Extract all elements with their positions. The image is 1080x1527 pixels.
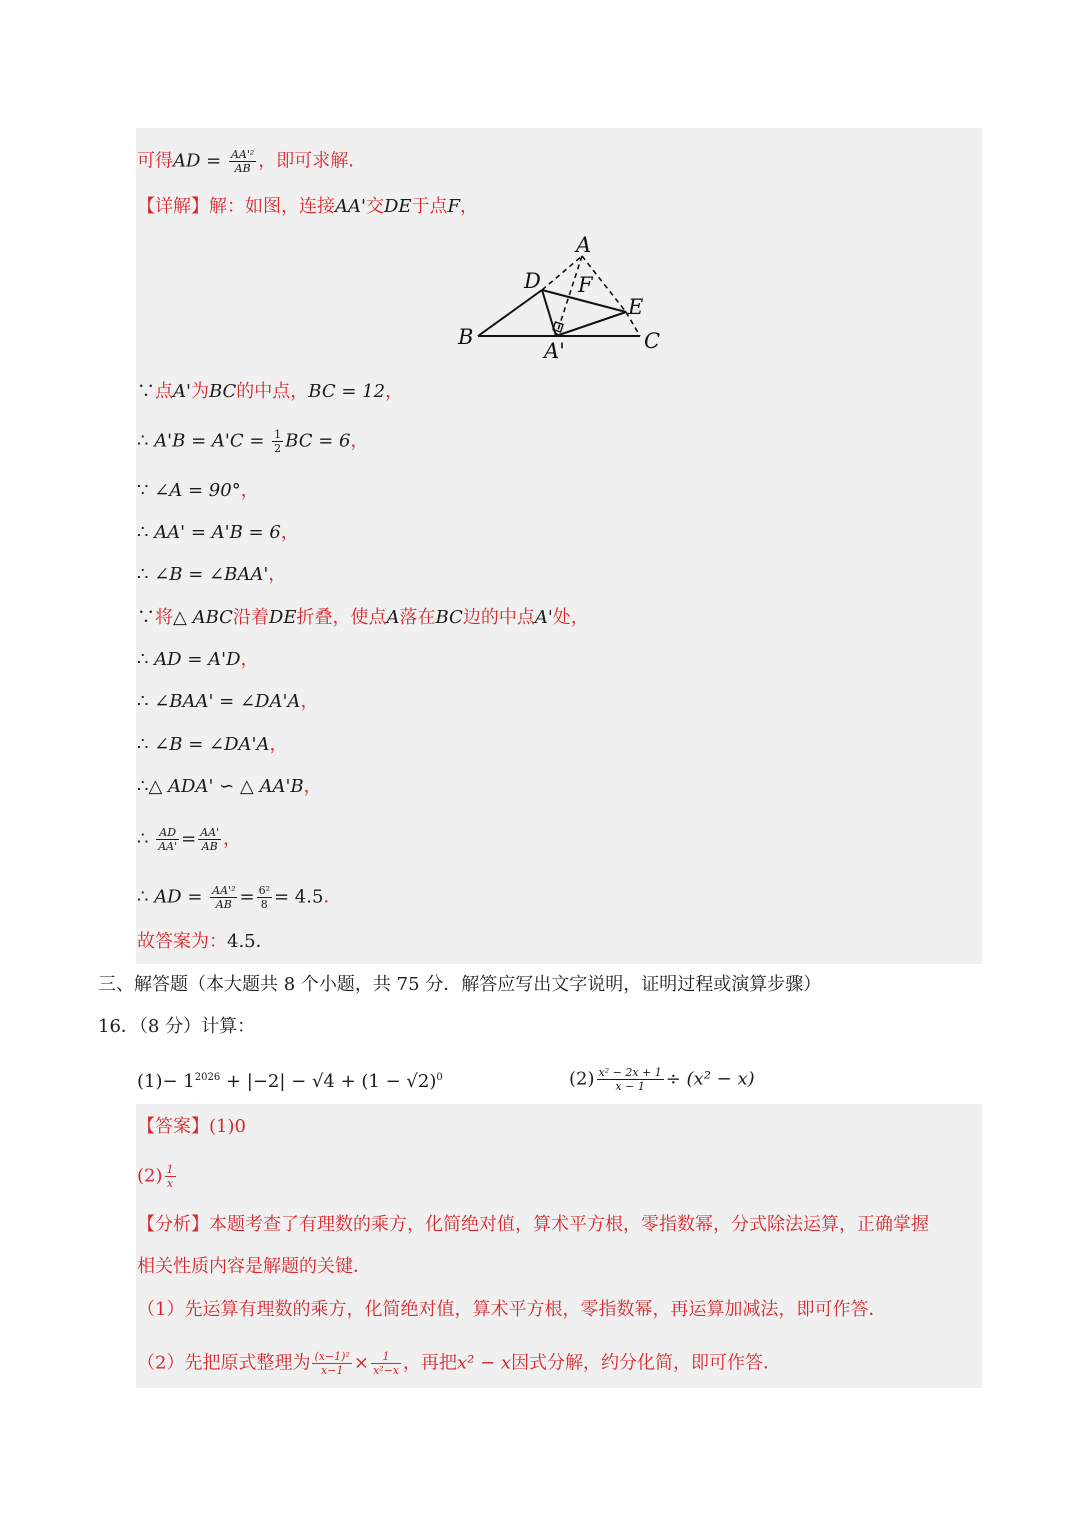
label-E: E (628, 295, 644, 319)
question-part-1: $(1)- 1^{2026} + |-2| - √4 + (1 - √2)^0$ (137, 1071, 443, 1092)
answer-line-2: (2) $\frac{1}{x}$ (137, 1163, 174, 1190)
label-B: B (458, 325, 474, 349)
question-part-2: (2) $\frac{\text{x² − 2x + 1}}{x - 1}$ ÷ (x² − x) (569, 1066, 755, 1093)
label-A: A (576, 233, 592, 257)
detail-line: 【详解】解：如图，连接AA'交DE于点F， (137, 196, 479, 217)
analysis-line-1: 【分析】本题考查了有理数的乘方，化简绝对值，算术平方根，零指数幂，分式除法运算，正确掌握 (137, 1214, 929, 1235)
analysis-line-2: 相关性质内容是解题的关键． (137, 1256, 371, 1277)
step-9: ∴△ ADA' ∽ △ AA'B， (137, 776, 322, 797)
segment-BA (478, 290, 542, 336)
right-angle-mark (553, 322, 563, 332)
question-number: 16．（8 分）计算： (98, 1016, 256, 1037)
step-7: ∴ ∠BAA' = ∠DA'A， (137, 691, 319, 712)
answer-panel (136, 1104, 982, 1388)
segment-DA-prime (542, 290, 556, 336)
step-2: ∵ ∠A = 90°， (137, 480, 259, 501)
step-5: ∵将△ ABC沿着DE折叠，使点A落在BC边的中点A'处， (137, 607, 589, 628)
segment-A-prime-E (556, 312, 626, 336)
step-0: ∵点A'为BC的中点，BC = 12， (137, 381, 404, 402)
label-A-prime: A' (544, 339, 565, 360)
step-11: ∴ AD = $\frac{\text{AA'²}}{AB}$ = $\frac{\text{6²}}{8}$ = 4.5． (137, 884, 342, 911)
label-D: D (524, 269, 541, 293)
step2-fraction-1: $\frac{\text{(x−1)²}}{x-1}$ (314, 1350, 350, 1377)
answer-line-1: 【答案】(1)0 (137, 1116, 246, 1137)
analysis-step-1: （1）先运算有理数的乘方，化简绝对值，算术平方根，零指数幂，再运算加减法，即可作答． (137, 1299, 887, 1320)
ratio-fraction-left: $\frac{AD}{AA'}$ (158, 826, 178, 853)
conclusion-line: 故答案为：4.5． (137, 931, 274, 952)
section-heading: 三、解答题（本大题共 8 个小题，共 75 分．解答应写出文字说明，证明过程或演算步骤） (98, 974, 822, 995)
value-fraction: $\frac{\text{6²}}{8}$ (258, 884, 270, 911)
step-10: ∴ $\frac{AD}{AA'}$ = $\frac{AA'}{AB}$ ， (137, 826, 242, 853)
triangle-figure (450, 230, 670, 360)
ad-fraction: $\frac{\text{AA'²}}{AB}$ (212, 884, 236, 911)
step-3: ∴ AA' = A'B = 6， (137, 522, 299, 543)
step-4: ∴ ∠B = ∠BAA'， (137, 564, 287, 585)
ratio-fraction-right: $\frac{AA'}{AB}$ (200, 826, 220, 853)
part2-fraction: $\frac{\text{x² − 2x + 1}}{x - 1}$ (598, 1066, 662, 1093)
answer2-fraction: $\frac{1}{x}$ (166, 1163, 174, 1190)
intro-line: 可得AD = $\frac{\text{AA'²}}{AB}$ ，即可求解． (137, 148, 367, 175)
intro-fraction: $\frac{\text{AA'²}}{AB}$ (230, 148, 255, 175)
analysis-step-2: （2）先把原式整理为 $\frac{\text{(x−1)²}}{x-1}$ × $\frac{1}{\text{x²−x}}$ ，再把x² − x因式分解，约分化简，即可作答． (137, 1350, 782, 1377)
label-F: F (578, 273, 593, 297)
label-C: C (644, 329, 661, 353)
half-fraction: $\frac{1}{2}$ (274, 428, 282, 455)
step-1: ∴ A'B = A'C = $\frac{1}{2}$ BC = 6， (137, 428, 369, 455)
step-6: ∴ AD = A'D， (137, 649, 259, 670)
step-8: ∴ ∠B = ∠DA'A， (137, 734, 288, 755)
step2-fraction-2: $\frac{1}{\text{x²−x}}$ (372, 1350, 400, 1377)
